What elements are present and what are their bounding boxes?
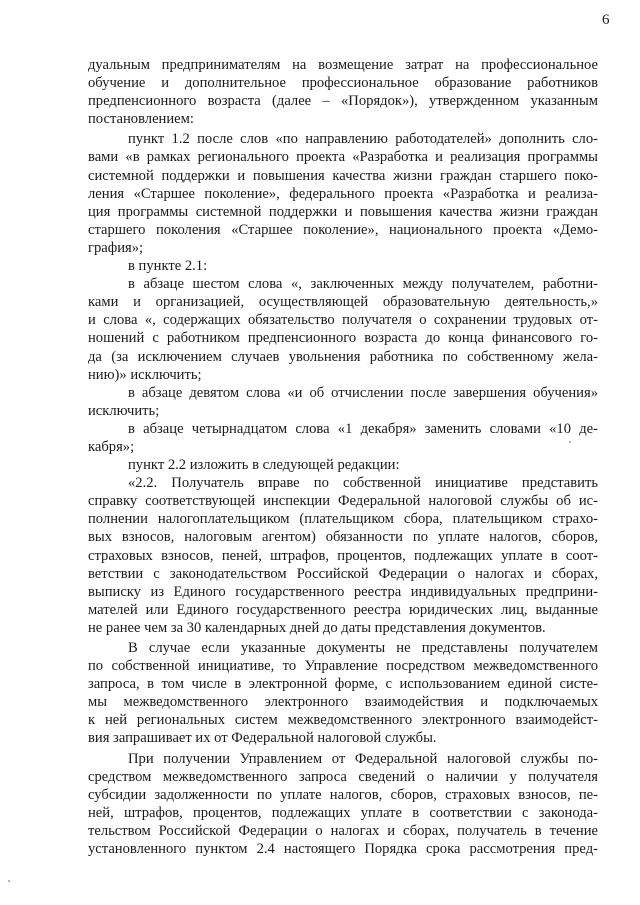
text-line: в абзаце четырнадцатом слова «1 декабря» заменить словами «10 де- [128,420,598,437]
paragraph [88,639,598,748]
text-line: в абзаце девятом слова «и об отчислении после завершения обучения» [128,384,598,401]
paragraph [88,275,598,384]
text-line: предпенсионного возраста (далее – «Порядок»), утвержденном указанным [88,93,598,110]
text-line: ция программы системной поддержки и повышения качества жизни граждан [88,203,598,220]
text-line: нию)» исключить; [88,366,202,383]
text-line: мателей или Единого государственного реестра юридических лиц, выданные [88,601,598,618]
text-line: ношений с работником предпенсионного возраста до конца финансового го- [88,330,598,347]
text-line: выписку из Единого государственного реестра индивидуальных предприни- [88,583,598,600]
text-line: установленного пунктом 2.4 настоящего Порядка срока рассмотрения пред- [88,841,598,858]
text-line: не ранее чем за 30 календарных дней до даты представления документов. [88,619,546,636]
paragraph [88,456,598,474]
text-line: полнении налогоплательщиком (плательщиком сбора, плательщиком страхо- [88,511,598,528]
text-line: ления «Старшее поколение», федерального проекта «Разработка и реализа- [88,185,598,202]
paragraph [88,384,598,420]
text-line: субсидии задолженности по уплате налогов, сборов, страховых взносов, пе- [88,786,598,803]
paragraph [88,750,598,859]
paragraph [88,474,598,637]
text-line: пункт 2.2 изложить в следующей редакции: [128,457,400,474]
text-line: кабря»; [88,438,135,455]
text-line: страховых взносов, пеней, штрафов, процентов, подлежащих уплате в соот- [88,547,598,564]
text-line: запроса, в том числе в электронной форме, с использованием единой систе- [88,676,598,693]
text-line: тельством Российской Федерации о налогах и сборах, получатель в течение [88,822,598,839]
text-line: мы межведомственного электронного взаимодействия и подключаемых [88,694,598,711]
text-line: ней, штрафов, процентов, подлежащих уплате в соответствии с законода- [88,804,598,821]
scan-speck [569,441,571,443]
text-line: ветствии с законодательством Российской Федерации о налогах и сборах, [88,565,598,582]
text-line: к ней региональных систем межведомственного электронного взаимодейст- [88,712,598,729]
text-line: В случае если указанные документы не представлены получателем [128,640,598,656]
text-line: графия»; [88,239,144,256]
paragraph [88,257,598,275]
text-line: обучение и дополнительное профессиональное образование работников [88,75,598,92]
text-line: исключить; [88,402,160,419]
text-line: средством межведомственного запроса сведений о наличии у получателя [88,768,598,785]
text-line: в пункте 2.1: [128,258,208,275]
page-number: 6 [602,12,610,28]
text-line: вия запрашивает их от Федеральной налоговой службы. [88,730,437,747]
text-line: «2.2. Получатель вправе по собственной инициативе представить [128,475,598,492]
scan-speck [8,880,10,882]
text-line: постановлением: [88,111,194,128]
text-line: системной поддержки и повышения качества жизни граждан старшего поко- [88,167,598,184]
text-line: старшего поколения «Старшее поколение», национального проекта «Демо- [88,221,598,238]
paragraph [88,56,598,128]
text-line: дуальным предпринимателям на возмещение затрат на профессиональное [88,57,598,73]
text-line: ками и организацией, осуществляющей образовательную деятельность,» [88,294,598,311]
paragraph [88,130,598,257]
paragraph [88,420,598,456]
document-body [88,56,598,858]
text-line: в абзаце шестом слова «, заключенных между получателем, работни- [128,276,598,293]
text-line: пункт 1.2 после слов «по направлению работодателей» дополнить сло- [128,131,598,148]
text-line: справку соответствующей инспекции Федеральной налоговой службы об ис- [88,493,598,510]
text-line: вами «в рамках регионального проекта «Разработка и реализация программы [88,149,598,166]
text-line: да (за исключением случаев увольнения работника по собственному жела- [88,348,598,365]
text-line: по собственной инициативе, то Управление посредством межведомственного [88,658,598,675]
text-line: вых взносов, налоговым агентом) обязанности по уплате налогов, сборов, [88,529,598,546]
text-line: При получении Управлением от Федеральной налоговой службы по- [128,750,598,767]
text-line: и слова «, содержащих обязательство получателя о сохранении трудовых от- [88,312,598,329]
